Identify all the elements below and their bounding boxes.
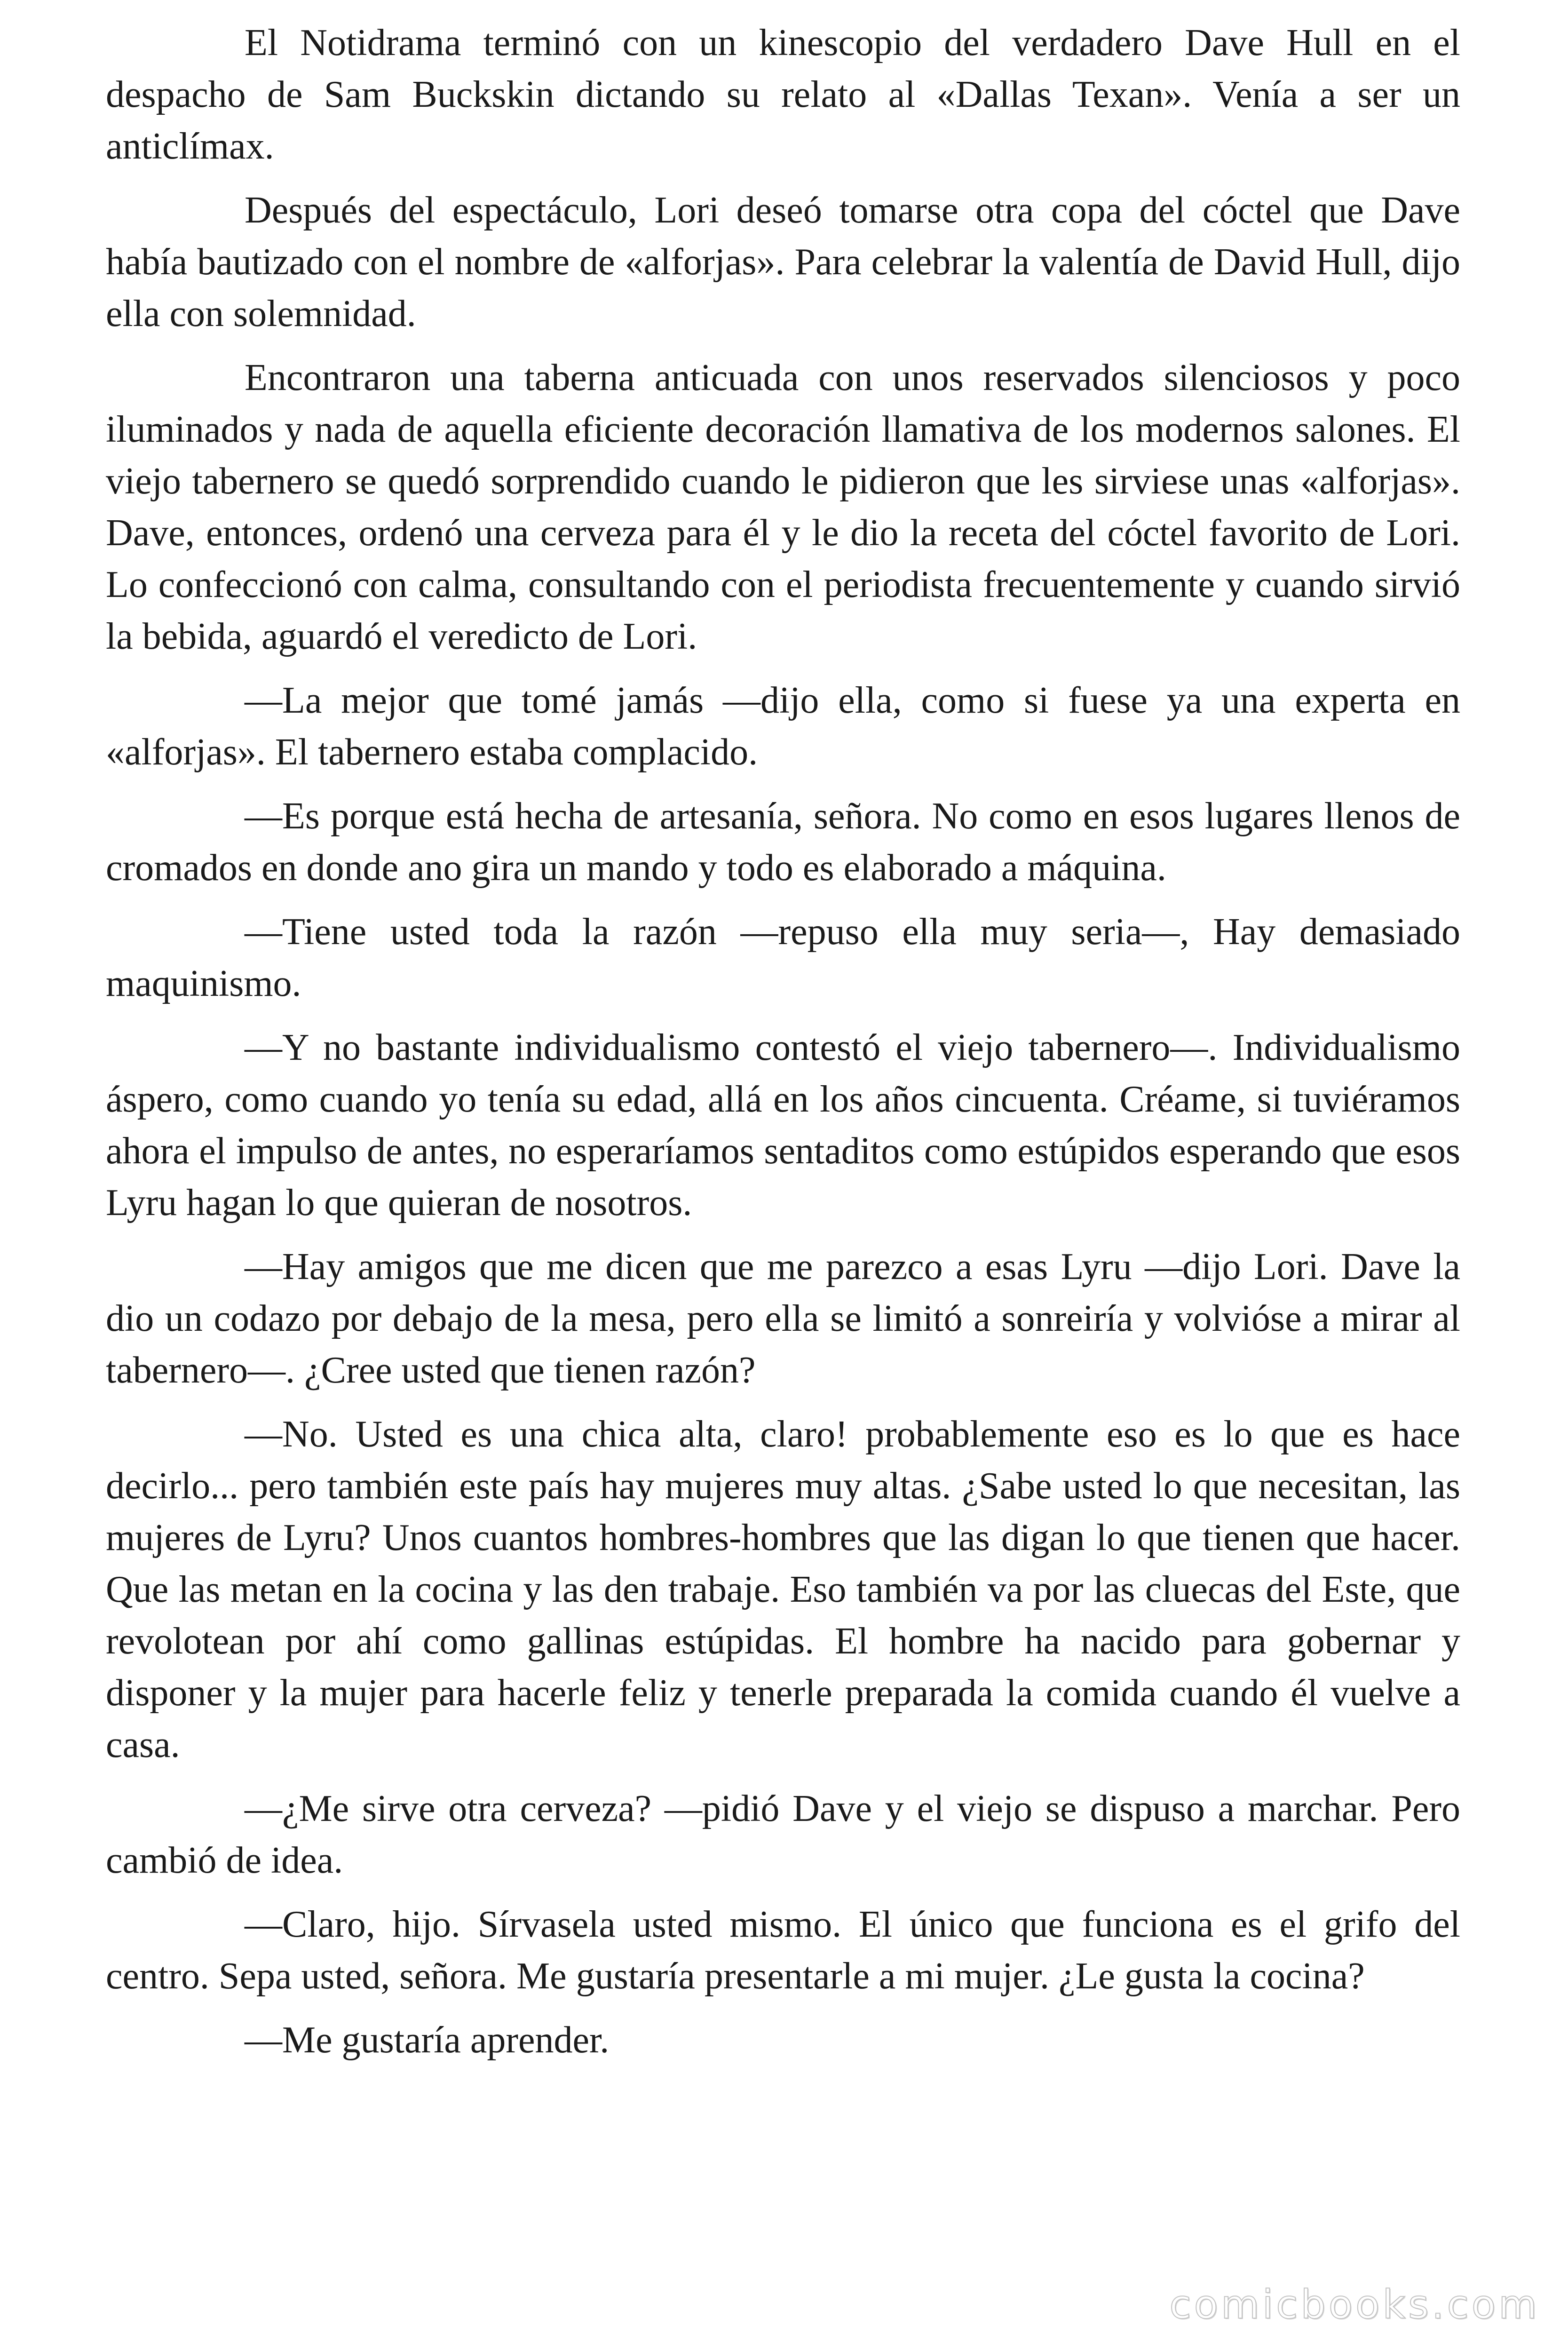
paragraph: —Y no bastante individualismo contestó el viejo tabernero—. Individualismo áspero, como cuando yo tenía su edad, allá en los años cincuenta. Créame, si tuviéramos ahora el impulso de antes, no esperaríamos sentaditos como estúpidos esperando que esos Lyru hagan lo que quieran de nosotros. bbox=[106, 1027, 1460, 1224]
book-page-text bbox=[106, 17, 1460, 2078]
paragraph: Encontraron una taberna anticuada con unos reservados silenciosos y poco iluminados y nada de aquella eficiente decoración llamativa de los modernos salones. El viejo tabernero se quedó sorprendido cuando le pidieron que les sirviese unas «alforjas». Dave, entonces, ordenó una cerveza para él y le dio la receta del cóctel favorito de Lori. Lo confeccionó con calma, consultando con el periodista frecuentemente y cuando sirvió la bebida, aguardó el veredicto de Lori. bbox=[106, 357, 1460, 657]
paragraph: —Tiene usted toda la razón —repuso ella muy seria—, Hay demasiado maquinismo. bbox=[106, 911, 1460, 1004]
paragraph: —Claro, hijo. Sírvasela usted mismo. El único que funciona es el grifo del centro. Sepa usted, señora. Me gustaría presentarle a mi mujer. ¿Le gusta la cocina? bbox=[106, 1904, 1460, 1997]
site-watermark: comicbooks.com bbox=[1169, 2281, 1540, 2328]
paragraph: —Es porque está hecha de artesanía, señora. No como en esos lugares llenos de cromados en donde ano gira un mando y todo es elaborado a máquina. bbox=[106, 795, 1460, 889]
paragraph: —¿Me sirve otra cerveza? —pidió Dave y el viejo se dispuso a marchar. Pero cambió de idea. bbox=[106, 1788, 1460, 1881]
paragraph: El Notidrama terminó con un kinescopio del verdadero Dave Hull en el despacho de Sam Buckskin dictando su relato al «Dallas Texan». Venía a ser un anticlímax. bbox=[106, 22, 1460, 167]
paragraph: —Hay amigos que me dicen que me parezco a esas Lyru —dijo Lori. Dave la dio un codazo por debajo de la mesa, pero ella se limitó a sonreiría y volvióse a mirar al tabernero—. ¿Cree usted que tienen razón? bbox=[106, 1246, 1460, 1391]
paragraph: —La mejor que tomé jamás —dijo ella, como si fuese ya una experta en «alforjas». El tabernero estaba complacido. bbox=[106, 680, 1460, 773]
paragraph: —Me gustaría aprender. bbox=[245, 2019, 610, 2061]
paragraph: Después del espectáculo, Lori deseó tomarse otra copa del cóctel que Dave había bautizado con el nombre de «alforjas». Para celebrar la valentía de David Hull, dijo ella con solemnidad. bbox=[106, 190, 1460, 334]
paragraph: —No. Usted es una chica alta, claro! probablemente eso es lo que es hace decirlo... pero también este país hay mujeres muy altas. ¿Sabe usted lo que necesitan, las mujeres de Lyru? Unos cuantos hombres-hombres que las digan lo que tienen que hacer. Que las metan en la cocina y las den trabaje. Eso también va por las cluecas del Este, que revolotean por ahí como gallinas estúpidas. El hombre ha nacido para gobernar y disponer y la mujer para hacerle feliz y tenerle preparada la comida cuando él vuelve a casa. bbox=[106, 1414, 1460, 1765]
